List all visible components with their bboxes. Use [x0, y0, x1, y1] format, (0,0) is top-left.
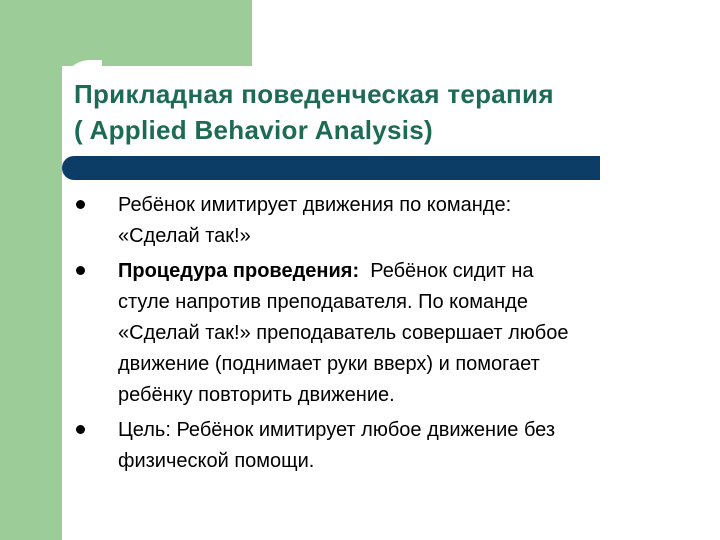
title-divider-bar [62, 156, 600, 180]
bullet-dot-icon [76, 425, 85, 434]
slide-title [74, 76, 694, 148]
slide-title-line-2: ( Applied Behavior Analysis) [74, 115, 433, 145]
bullet-item [74, 415, 664, 477]
bullet-text-line: «Сделай так!» преподаватель совершает любое [118, 322, 569, 344]
bullet-text-line: движение (поднимает руки вверх) и помогает [118, 353, 540, 375]
bullet-text-line: физической помощи. [118, 450, 315, 472]
bullet-text-line: Ребёнок имитирует движения по команде: [118, 194, 512, 216]
bullet-text-rest: Ребёнок сидит на [359, 260, 534, 282]
bullet-dot-icon [76, 200, 85, 209]
bullet-bold-lead: Процедура проведения: [118, 260, 360, 282]
bullet-list [74, 190, 664, 481]
bullet-text-line: стуле напротив преподавателя. По команде [118, 291, 528, 313]
slide-title-line-1: Прикладная поведенческая терапия [74, 79, 554, 109]
bullet-text-line: «Сделай так!» [118, 225, 251, 247]
bullet-item [74, 190, 664, 252]
bullet-text-line: Цель: Ребёнок имитирует любое движение без [118, 419, 556, 441]
bullet-text-line: ребёнку повторить движение. [118, 384, 395, 406]
bullet-dot-icon [76, 266, 85, 275]
bullet-item [74, 256, 664, 411]
bullet-text-line [118, 256, 664, 287]
decor-green-left-strip [0, 0, 62, 540]
